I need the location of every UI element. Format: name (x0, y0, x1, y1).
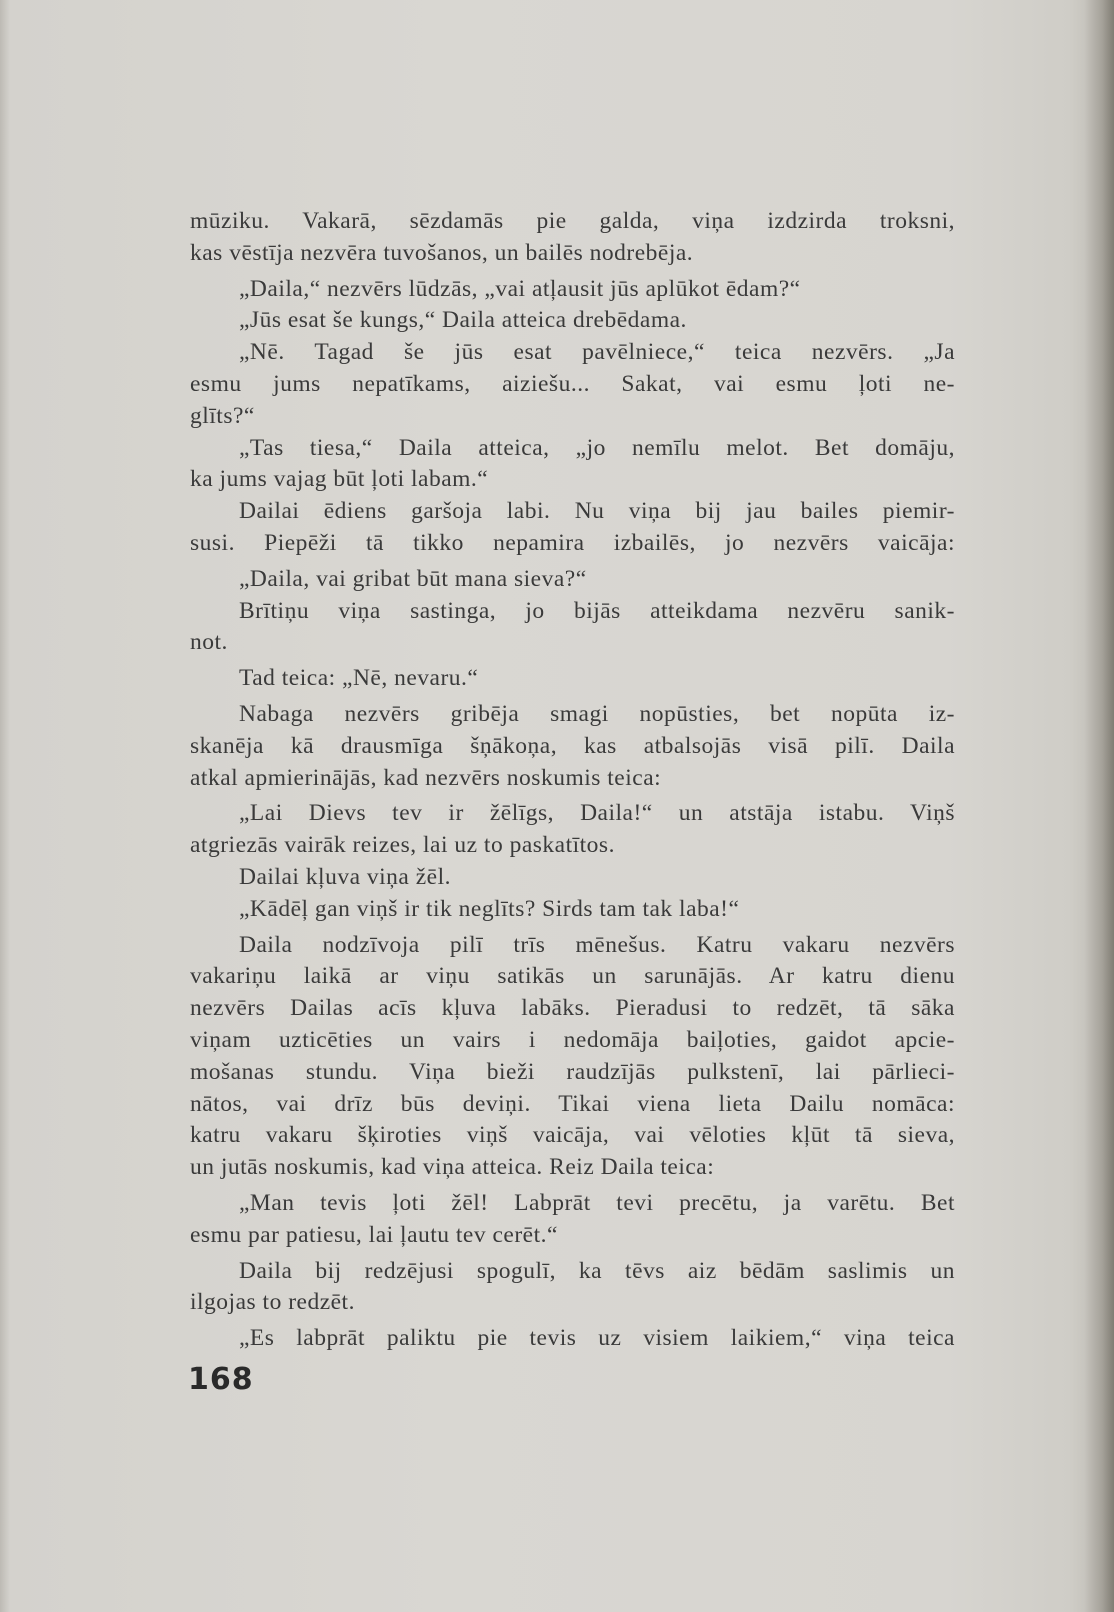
text-line: mošanas stundu. Viņa bieži raudzījās pulkstenī, lai pārlieci- (190, 1058, 955, 1085)
text-line: „Jūs esat še kungs,“ Daila atteica drebēdama. (239, 307, 687, 334)
text-line: esmu par patiesu, lai ļautu tev cerēt.“ (190, 1221, 558, 1248)
text-line: susi. Piepēži tā tikko nepamira izbailēs, jo nezvērs vaicāja: (190, 529, 955, 556)
text-line: not. (190, 629, 228, 656)
text-line: „Daila,“ nezvērs lūdzās, „vai atļausit jūs aplūkot ēdam?“ (239, 275, 801, 302)
text-line: un jutās noskumis, kad viņa atteica. Reiz Daila teica: (190, 1154, 715, 1181)
text-line: „Tas tiesa,“ Daila atteica, „jo nemīlu melot. Bet domāju, (239, 434, 955, 461)
page-left-edge (0, 0, 10, 1612)
text-line: kas vēstīja nezvēra tuvošanos, un bailēs nodrebēja. (190, 239, 694, 266)
text-line: ka jums vajag būt ļoti labam.“ (190, 466, 489, 493)
page-number: 168 (188, 1362, 254, 1397)
text-line: viņam uzticēties un vairs i nedomāja baiļoties, gaidot apcie- (190, 1026, 955, 1053)
text-line: skanēja kā drausmīga šņākoņa, kas atbalsojās visā pilī. Daila (190, 732, 955, 759)
text-line: „Es labprāt paliktu pie tevis uz visiem laikiem,“ viņa teica (239, 1325, 955, 1352)
text-line: „Man tevis ļoti žēl! Labprāt tevi precētu, ja varētu. Bet (239, 1189, 955, 1216)
text-line: Brītiņu viņa sastinga, jo bijās atteikdama nezvēru sanik- (239, 597, 955, 624)
text-line: „Daila, vai gribat būt mana sieva?“ (239, 565, 587, 592)
text-line: Dailai kļuva viņa žēl. (239, 863, 451, 890)
text-line: esmu jums nepatīkams, aiziešu... Sakat, vai esmu ļoti ne- (190, 370, 955, 397)
text-line: atkal apmierinājās, kad nezvērs noskumis teica: (190, 764, 662, 791)
text-line: „Lai Dievs tev ir žēlīgs, Daila!“ un atstāja istabu. Viņš (239, 800, 955, 827)
text-line: Daila bij redzējusi spogulī, ka tēvs aiz bēdām saslimis un (239, 1257, 955, 1284)
body-text (190, 206, 955, 1355)
text-line: atgriezās vairāk reizes, lai uz to paskatītos. (190, 832, 615, 859)
text-line: Nabaga nezvērs gribēja smagi nopūsties, bet nopūta iz- (239, 700, 955, 727)
text-line: nezvērs Dailas acīs kļuva labāks. Pieradusi to redzēt, tā sāka (190, 995, 955, 1022)
text-line: mūziku. Vakarā, sēzdamās pie galda, viņa izdzirda troksni, (190, 208, 955, 234)
page-right-edge-shadow (1084, 0, 1114, 1612)
text-line: glīts?“ (190, 402, 255, 429)
text-line: „Kādēļ gan viņš ir tik neglīts? Sirds tam tak laba!“ (239, 895, 740, 922)
text-line: „Nē. Tagad še jūs esat pavēlniece,“ teica nezvērs. „Ja (239, 339, 955, 366)
text-line: Daila nodzīvoja pilī trīs mēnešus. Katru vakaru nezvērs (239, 931, 955, 958)
text-line: Dailai ēdiens garšoja labi. Nu viņa bij jau bailes piemir- (239, 498, 955, 525)
text-line: Tad teica: „Nē, nevaru.“ (239, 665, 479, 692)
text-line: ilgojas to redzēt. (190, 1289, 355, 1316)
text-line: nātos, vai drīz būs deviņi. Tikai viena lieta Dailu nomāca: (190, 1090, 955, 1117)
text-line: vakariņu laikā ar viņu satikās un sarunājās. Ar katru dienu (190, 963, 955, 990)
text-line: katru vakaru šķiroties viņš vaicāja, vai vēloties kļūt tā sieva, (190, 1122, 955, 1149)
